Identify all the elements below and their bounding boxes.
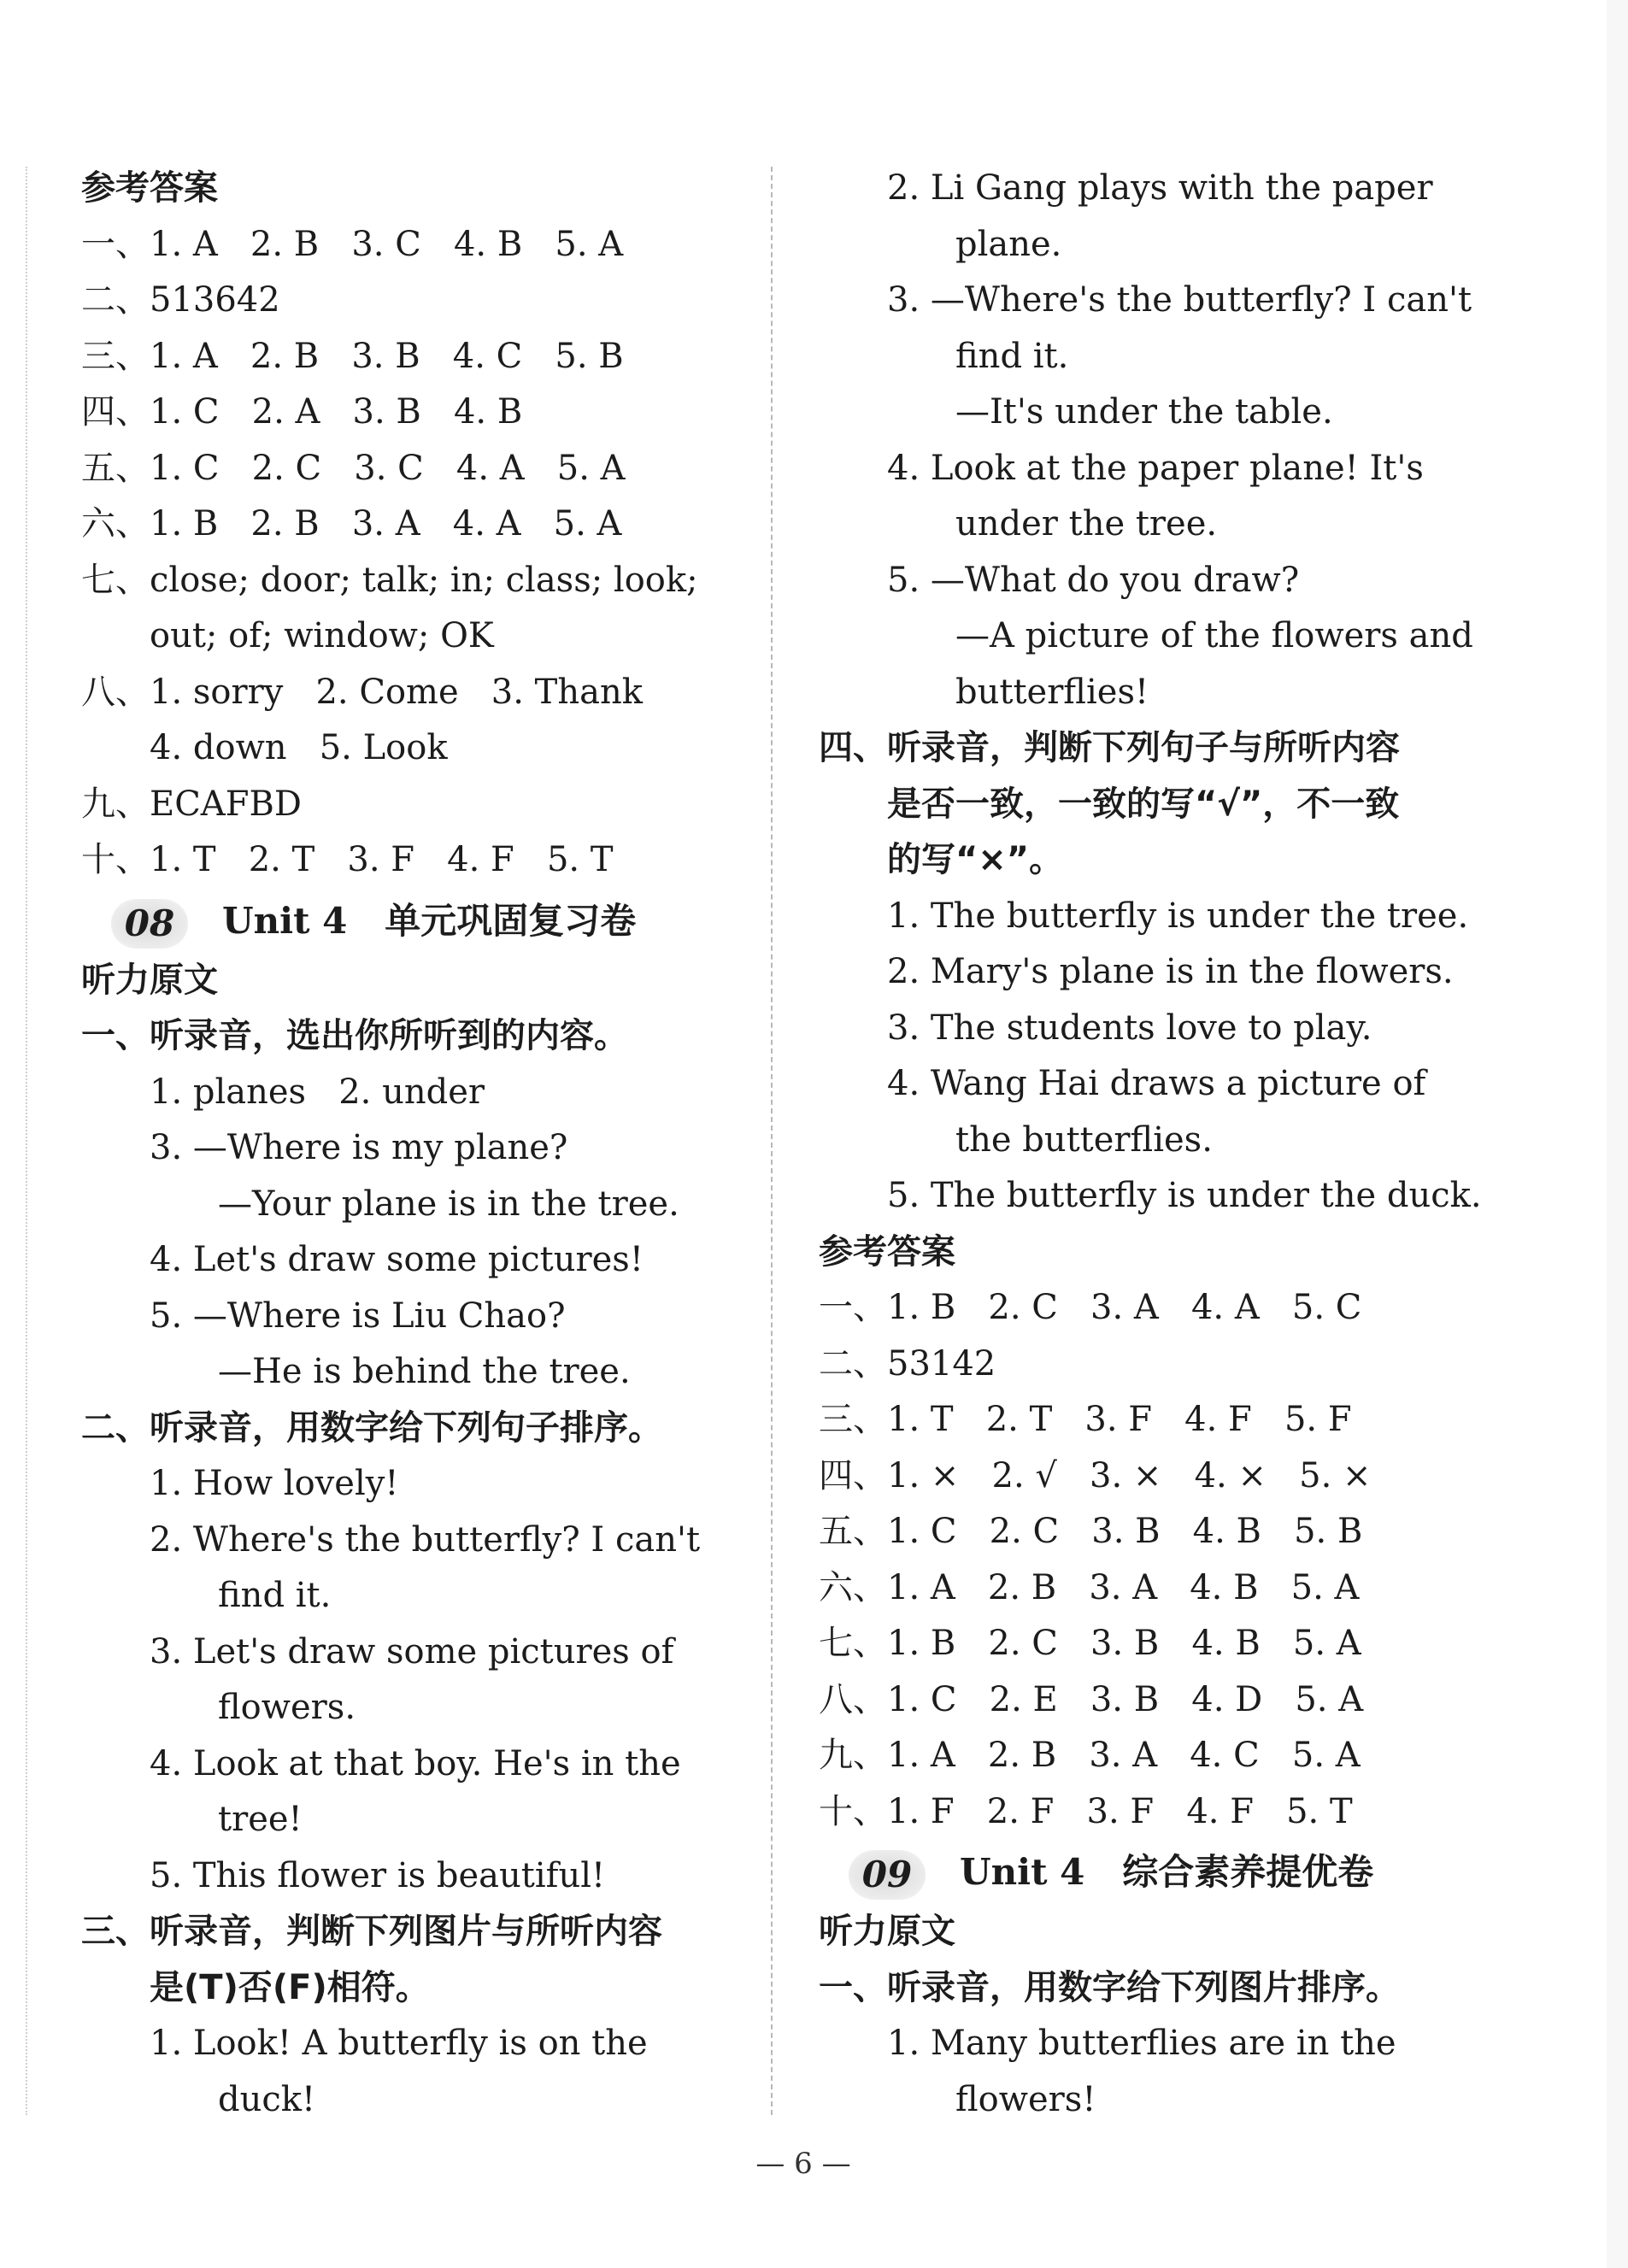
answer-line: 七、1. B 2. C 3. B 4. B 5. A [819, 1624, 1361, 1663]
answer-line: 三、1. A 2. B 3. B 4. C 5. B [81, 336, 624, 376]
answer-line: 一、1. A 2. B 3. C 4. B 5. A [81, 224, 624, 264]
answer-title: 参考答案 [819, 1231, 955, 1272]
script-line: 4. Look at the paper plane! It's [887, 448, 1424, 488]
script-line: 4. Let's draw some pictures! [150, 1240, 644, 1279]
script-line: 4. Look at that boy. He's in the [150, 1743, 681, 1783]
column-divider [771, 167, 773, 2115]
script-line: 1. The butterfly is under the tree. [887, 896, 1469, 936]
section-heading: 的写“×”。 [887, 840, 1064, 879]
section-heading: 是(T)否(F)相符。 [150, 1967, 430, 2007]
script-line: the butterflies. [955, 1119, 1213, 1160]
script-line: 5. —Where is Liu Chao? [150, 1296, 566, 1336]
answer-line: 十、1. F 2. F 3. F 4. F 5. T [819, 1791, 1353, 1831]
script-line: 5. —What do you draw? [887, 560, 1300, 600]
answer-line: 九、1. A 2. B 3. A 4. C 5. A [819, 1736, 1361, 1775]
script-line: 3. —Where's the butterfly? I can't [887, 280, 1472, 320]
script-line: plane. [955, 224, 1062, 264]
script-line: —He is behind the tree. [218, 1352, 631, 1391]
answer-line: 四、1. C 2. A 3. B 4. B [81, 392, 523, 432]
unit-number-badge: 08 [111, 899, 188, 949]
script-title: 听力原文 [819, 1912, 955, 1951]
section-heading: 三、听录音，判断下列图片与所听内容 [81, 1912, 662, 1951]
script-line: —A picture of the flowers and [955, 616, 1473, 655]
script-line: 2. Li Gang plays with the paper [887, 168, 1433, 208]
answer-line: 八、1. C 2. E 3. B 4. D 5. A [819, 1679, 1364, 1719]
script-line: 3. The students love to play. [887, 1008, 1372, 1048]
script-line: duck! [218, 2079, 316, 2119]
section-heading: 一、听录音，选出你所听到的内容。 [81, 1016, 628, 1055]
unit-title: 单元巩固复习卷 [385, 899, 637, 942]
answer-line: 二、513642 [81, 280, 280, 320]
section-heading: 四、听录音，判断下列句子与所听内容 [819, 728, 1400, 767]
script-line: 2. Mary's plane is in the flowers. [887, 952, 1454, 991]
answer-line: 五、1. C 2. C 3. B 4. B 5. B [819, 1512, 1363, 1551]
answer-line: out; of; window; OK [150, 616, 494, 655]
script-line: 1. Look! A butterfly is on the [150, 2024, 648, 2063]
section-heading: 是否一致，一致的写“√”，不一致 [887, 784, 1400, 824]
unit-title: 综合素养提优卷 [1122, 1851, 1374, 1893]
script-line: 3. Let's draw some pictures of [150, 1631, 674, 1672]
unit-label: Unit 4 [222, 899, 348, 942]
script-line: flowers! [955, 2079, 1096, 2119]
unit-heading [819, 1840, 1468, 1904]
page-number: — 6 — [755, 2147, 851, 2181]
script-line: 5. This flower is beautiful! [150, 1855, 606, 1895]
unit-label: Unit 4 [960, 1851, 1085, 1893]
script-line: find it. [218, 1576, 332, 1615]
script-line: 5. The butterfly is under the duck. [887, 1176, 1482, 1215]
right-column [819, 161, 1482, 2128]
left-column [81, 161, 731, 2128]
script-line: find it. [955, 336, 1069, 376]
script-title: 听力原文 [81, 960, 218, 1000]
answer-line: 4. down 5. Look [150, 728, 448, 767]
script-line: under the tree. [955, 504, 1218, 543]
script-line: —Your plane is in the tree. [218, 1184, 679, 1224]
answer-title: 参考答案 [81, 168, 218, 208]
answer-line: 一、1. B 2. C 3. A 4. A 5. C [819, 1288, 1362, 1327]
unit-heading [81, 889, 731, 953]
section-heading: 二、听录音，用数字给下列句子排序。 [81, 1407, 662, 1448]
answer-line: 六、1. A 2. B 3. A 4. B 5. A [819, 1567, 1360, 1607]
script-line: flowers. [218, 1688, 356, 1727]
answer-line: 九、ECAFBD [81, 784, 302, 824]
answer-line: 十、1. T 2. T 3. F 4. F 5. T [81, 840, 614, 879]
script-line: 1. How lovely! [150, 1464, 399, 1503]
section-heading: 一、听录音，用数字给下列图片排序。 [819, 1967, 1400, 2007]
script-line: butterflies! [955, 672, 1149, 712]
script-line: 4. Wang Hai draws a picture of [887, 1064, 1426, 1103]
script-line: 3. —Where is my plane? [150, 1128, 568, 1167]
answer-line: 六、1. B 2. B 3. A 4. A 5. A [81, 504, 622, 543]
script-line: tree! [218, 1800, 303, 1839]
answer-line: 七、close; door; talk; in; class; look; [81, 560, 698, 600]
script-line: 1. planes 2. under [150, 1072, 485, 1112]
script-line: 2. Where's the butterfly? I can't [150, 1519, 701, 1560]
answer-line: 四、1. × 2. √ 3. × 4. × 5. × [819, 1455, 1372, 1495]
script-line: —It's under the table. [955, 392, 1333, 432]
unit-number-badge: 09 [849, 1850, 926, 1900]
script-line: 1. Many butterflies are in the [887, 2024, 1396, 2063]
answer-line: 二、53142 [819, 1343, 996, 1384]
answer-line: 五、1. C 2. C 3. C 4. A 5. A [81, 448, 626, 488]
answer-line: 三、1. T 2. T 3. F 4. F 5. F [819, 1400, 1352, 1439]
page-edge [26, 167, 27, 2115]
answer-line: 八、1. sorry 2. Come 3. Thank [81, 672, 643, 712]
